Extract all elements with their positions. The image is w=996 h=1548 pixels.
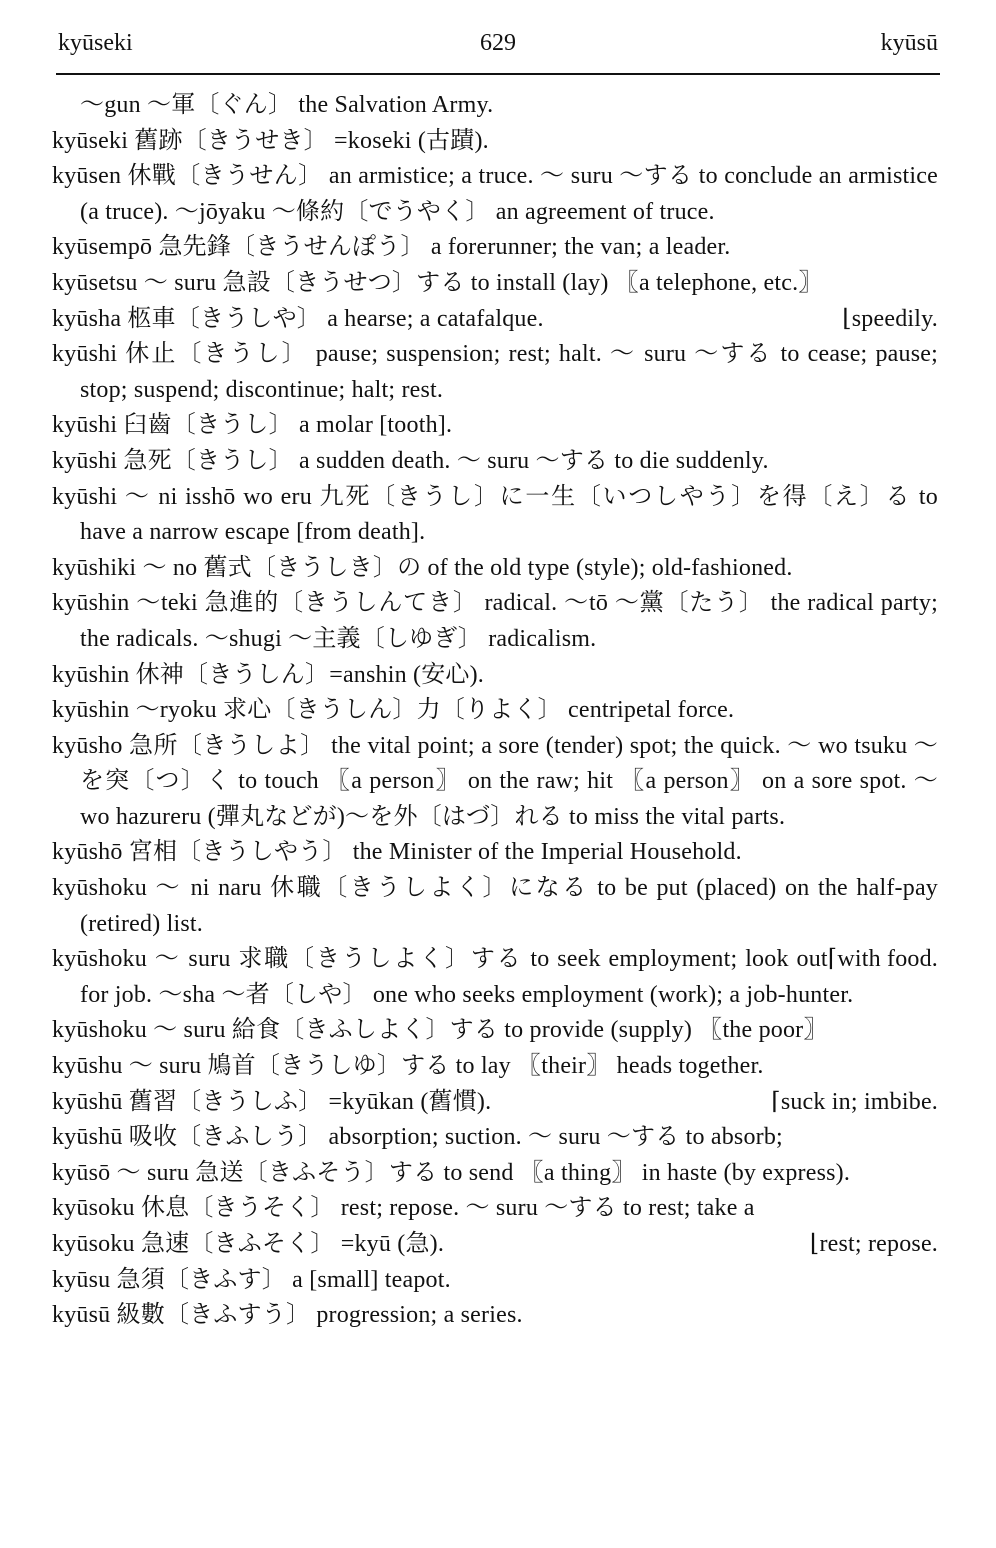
- entry-text: kyūsoku 休息〔きうそく〕 rest; repose. ～ suru ～する to rest; take a: [52, 1195, 755, 1222]
- dictionary-entry: [52, 1263, 938, 1299]
- entry-text: kyūshu ～ suru 鳩首〔きうしゆ〕する to lay 〖their〗 heads together.: [52, 1053, 764, 1080]
- entry-text: kyūshin ～teki 急進的〔きうしんてき〕 radical. ～tō ～黨〔たう〕 the radical party; the radicals. ～shugi ～主義〔しゆぎ〕 radicalism.: [52, 590, 938, 652]
- entry-text: kyūshin 休神〔きうしん〕=anshin (安心).: [52, 661, 484, 688]
- dictionary-entry: [52, 871, 938, 942]
- header-rule: [56, 73, 940, 75]
- entry-text: kyūsempō 急先鋒〔きうせんぽう〕 a forerunner; the van; a leader.: [52, 234, 731, 261]
- dictionary-entry: [52, 480, 938, 551]
- dictionary-entry: [52, 444, 938, 480]
- page-number: 629: [480, 30, 516, 56]
- margin-continuation: ⌈suck in; imbibe.: [771, 1088, 938, 1115]
- dictionary-entry: [52, 159, 938, 230]
- dictionary-entry: [52, 1191, 938, 1227]
- entry-text: kyūshi 急死〔きうし〕 a sudden death. ～ suru ～する to die suddenly.: [52, 447, 769, 474]
- dictionary-entry: [52, 1298, 938, 1334]
- dictionary-entry: [52, 302, 938, 338]
- entry-text: kyūshū 吸收〔きふしう〕 absorption; suction. ～ suru ～する to absorb;: [52, 1124, 783, 1151]
- entry-text: kyūsoku 急速〔きふそく〕 =kyū (急).: [52, 1231, 445, 1257]
- dictionary-entry: [52, 266, 938, 302]
- header-right-guide-word: kyūsū: [880, 30, 938, 56]
- page-header: [58, 30, 938, 70]
- entry-text: kyūsha 柩車〔きうしや〕 a hearse; a catafalque.: [52, 305, 544, 332]
- dictionary-entry: [52, 1049, 938, 1085]
- entry-text: kyūshi 臼齒〔きうし〕 a molar [tooth].: [52, 412, 453, 439]
- entry-text: kyūsu 急須〔きふす〕 a [small] teapot.: [52, 1266, 451, 1293]
- entry-text: kyūshi 休止〔きうし〕 pause; suspension; rest; halt. ～ suru ～する to cease; pause; stop; suspend; discontinue; halt; rest.: [52, 341, 938, 403]
- entry-text: kyūsō ～ suru 急送〔きふそう〕する to send 〖a thing〗 in haste (by express).: [52, 1159, 851, 1186]
- entry-text: kyūsho 急所〔きうしよ〕 the vital point; a sore (tender) spot; the quick. ～ wo tsuku ～を突〔つ〕く to touch 〖a person〗 on the raw; hit 〖a person〗 on a sore spot. ～ wo hazureru (彈丸などが)～を外〔はづ〕れる to miss the vital parts.: [52, 732, 938, 830]
- margin-continuation: ⌊rest; repose.: [809, 1231, 938, 1257]
- dictionary-entry: [52, 1227, 938, 1263]
- entry-text: kyūseki 舊跡〔きうせき〕 =koseki (古蹟).: [52, 127, 489, 154]
- dictionary-entry: [52, 551, 938, 587]
- dictionary-entry: [52, 337, 938, 408]
- entry-text: kyūshin ～ryoku 求心〔きうしん〕力〔りよく〕 centripetal force.: [52, 697, 735, 724]
- dictionary-entry: [52, 693, 938, 729]
- dictionary-entry: [52, 586, 938, 657]
- entry-text: kyūshi ～ ni isshō wo eru 九死〔きうし〕に一生〔いつしやう〕を得〔え〕る to have a narrow escape [from death].: [52, 483, 938, 546]
- margin-continuation: ⌈with food.: [827, 946, 938, 973]
- entry-text: ～gun ～軍〔ぐん〕 the Salvation Army.: [80, 92, 494, 118]
- dictionary-entry: [52, 1156, 938, 1192]
- dictionary-entry: [52, 88, 938, 124]
- entry-text: kyūshiki ～ no 舊式〔きうしき〕の of the old type (style); old-fashioned.: [52, 554, 793, 581]
- header-left-guide-word: kyūseki: [58, 30, 133, 56]
- margin-continuation: ⌊speedily.: [842, 305, 938, 332]
- dictionary-entry: [52, 658, 938, 694]
- dictionary-entry: [52, 124, 938, 160]
- entry-text: kyūsū 級數〔きふすう〕 progression; a series.: [52, 1302, 523, 1329]
- dictionary-entry: [52, 835, 938, 871]
- entry-list: [52, 88, 938, 1334]
- dictionary-entry: [52, 408, 938, 444]
- entry-text: kyūshō 宮相〔きうしやう〕 the Minister of the Imperial Household.: [52, 839, 742, 866]
- entry-text: kyūshoku ～ ni naru 休職〔きうしよく〕になる to be put (placed) on the half-pay (retired) list.: [52, 875, 938, 937]
- entry-text: kyūshū 舊習〔きうしふ〕 =kyūkan (舊慣).: [52, 1088, 492, 1115]
- entry-text: kyūshoku ～ suru 給食〔きふしよく〕する to provide (supply) 〖the poor〗: [52, 1017, 828, 1044]
- dictionary-entry: [52, 1120, 938, 1156]
- entry-text: kyūshoku ～ suru 求職〔きうしよく〕する to seek employment; look out for job. ～sha ～者〔しや〕 one who seeks employment (work); a job-hunter.: [52, 946, 854, 1008]
- dictionary-entry: [52, 1085, 938, 1121]
- dictionary-entry: [52, 230, 938, 266]
- dictionary-entry: [52, 1013, 938, 1049]
- entry-text: kyūsetsu ～ suru 急設〔きうせつ〕する to install (lay) 〖a telephone, etc.〗: [52, 269, 823, 296]
- dictionary-entry: [52, 729, 938, 836]
- dictionary-entry: [52, 942, 938, 1013]
- entry-text: kyūsen 休戰〔きうせん〕 an armistice; a truce. ～ suru ～する to conclude an armistice (a truce). ～jōyaku ～條約〔でうやく〕 an agreement of truce.: [52, 163, 938, 225]
